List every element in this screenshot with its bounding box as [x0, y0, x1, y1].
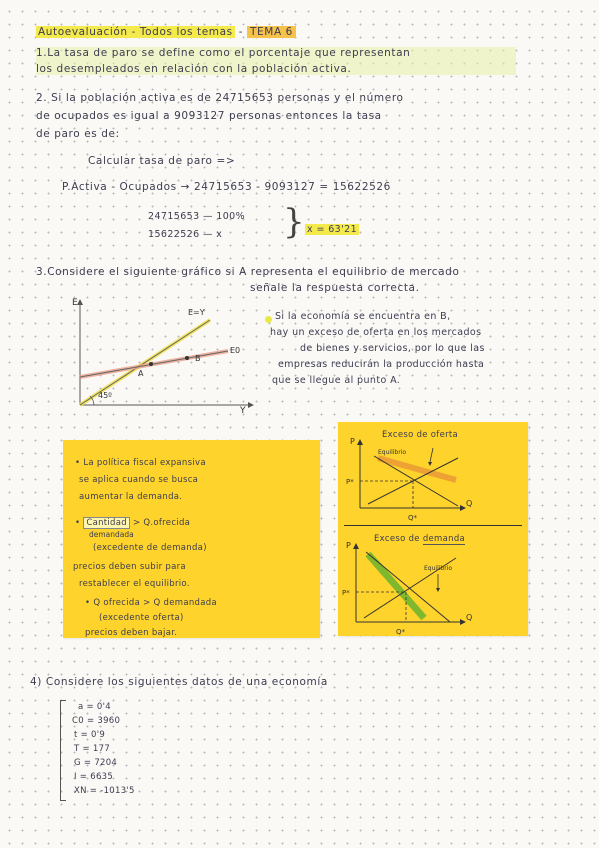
q2-result: x = 63'21: [307, 224, 358, 235]
q4-data-xn: XN = -1013'5: [74, 786, 135, 796]
header-tema: TEMA 6: [247, 26, 296, 38]
q1-line1: 1.La tasa de paro se define como el porcentaje que representan: [36, 47, 411, 59]
q4-data-c0: C0 = 3960: [72, 716, 121, 726]
q2-step1: P.Activa - Ocupados → 24715653 - 9093127 = 15622526: [62, 181, 391, 193]
q3-answer-line3: de bienes y servicios, por lo que las: [300, 343, 485, 354]
supply-demand-graph-excess-demand: [338, 540, 528, 636]
q2-brace: }: [283, 202, 305, 242]
graph-x-label: Y: [240, 406, 246, 415]
note-left-b1-line3: aumentar la demanda.: [79, 492, 183, 502]
q4-line: 4) Considere los siguientes datos de una economía: [30, 676, 328, 688]
note-left-b2-line2: precios deben subir para: [73, 562, 186, 572]
sticky-note-right: [338, 422, 528, 636]
bottom-graph-demand: [366, 552, 453, 622]
graph-point-b: [185, 356, 189, 360]
q4-bracket: [60, 700, 62, 800]
graph-point-a-label: A: [138, 369, 144, 378]
q3-answer-line2: hay un exceso de oferta en los mercados: [270, 327, 482, 338]
graph-line-label: E=Y: [188, 308, 205, 317]
q4-data-gbar: G = 7204: [74, 758, 118, 768]
q3-answer-line1: Si la economía se encuentra en B,: [275, 311, 451, 322]
top-graph-eq-label: Equilibrio: [378, 449, 407, 456]
top-graph-excess-highlight: [378, 458, 456, 480]
graph-y-label: E: [72, 298, 78, 308]
q2-line3: de paro es de:: [36, 128, 120, 140]
note-right-bottom-title: Exceso de demanda: [374, 534, 466, 544]
graph-x-arrow: [248, 402, 254, 408]
page-header: Autoevaluación - Todos los temas - TEMA 6: [36, 26, 296, 38]
top-graph-pstar-label: P*: [346, 478, 354, 486]
bottom-graph-excess-highlight: [368, 554, 424, 618]
q4-data-i: I = 6635: [74, 772, 114, 782]
q1-line2: los desempleados en relación con la población activa.: [36, 63, 352, 75]
q4-data-t: t = 0'9: [74, 730, 106, 740]
note-left-b2-line1: • Cantidad > Q.ofrecida: [75, 518, 191, 528]
q4-data-a: a = 0'4: [78, 702, 111, 712]
q3-answer-line5: que se llegue al punto A.: [272, 375, 401, 386]
note-left-b1-line2: se aplica cuando se busca: [79, 475, 199, 485]
bottom-graph-q-label: Q: [466, 613, 473, 622]
bottom-graph-eq-label: Equilibrio: [424, 565, 453, 572]
q2-line2: de ocupados es igual a 9093127 personas entonces la tasa: [36, 110, 382, 122]
note-left-b1-line1: • La política fiscal expansiva: [75, 458, 206, 468]
note-left-b3-line1: • Q ofrecida > Q demandada: [85, 598, 217, 608]
top-graph-qstar-label: Q*: [408, 514, 418, 522]
note-right-top-title: Exceso de oferta: [382, 430, 459, 440]
bottom-graph-p-label: P: [346, 541, 351, 550]
keynesian-cross-graph: [60, 295, 260, 415]
graph-y-arrow: [77, 299, 83, 305]
note-left-b3-paren: (excedente oferta): [99, 613, 184, 623]
note-left-b2-word1: Cantidad: [83, 517, 130, 529]
q3-line1: 3.Considere el siguiente gráfico si A representa el equilibrio de mercado: [36, 266, 460, 278]
q3-line2: señale la respuesta correcta.: [250, 282, 420, 294]
sticky-note-left: [63, 440, 320, 638]
q2-line1: 2. Si la población activa es de 24715653 personas y el número: [36, 92, 404, 104]
top-graph-q-label: Q: [466, 499, 473, 508]
supply-demand-graph-excess-supply: [338, 436, 528, 528]
q2-prop-line2: 15622526 — x: [148, 229, 223, 240]
graph-curve-label: E0: [230, 346, 241, 355]
graph-point-b-label: B: [195, 354, 201, 363]
top-graph-p-label: P: [350, 437, 355, 446]
graph-point-a: [149, 362, 153, 366]
header-title: Autoevaluación - Todos los temas: [38, 26, 233, 38]
note-left-b2-line3: restablecer el equilibrio.: [79, 579, 190, 589]
note-left-b2-paren: (excedente de demanda): [93, 543, 207, 553]
note-left-b3-line2: precios deben bajar.: [85, 628, 178, 638]
note-right-divider: [344, 525, 522, 526]
q2-calc-label: Calcular tasa de paro =>: [88, 155, 236, 167]
q4-data-tbar: T = 177: [74, 744, 111, 754]
note-left-b2-word2: demandada: [89, 530, 134, 539]
q3-answer-bullet: [265, 316, 272, 323]
bottom-graph-pstar-label: P*: [342, 589, 350, 597]
q3-answer-line4: empresas reducirán la producción hasta: [278, 359, 485, 370]
bottom-graph-qstar-label: Q*: [396, 628, 406, 636]
graph-angle-label: 45º: [98, 391, 112, 400]
q2-prop-line1: 24715653 — 100%: [148, 211, 246, 222]
